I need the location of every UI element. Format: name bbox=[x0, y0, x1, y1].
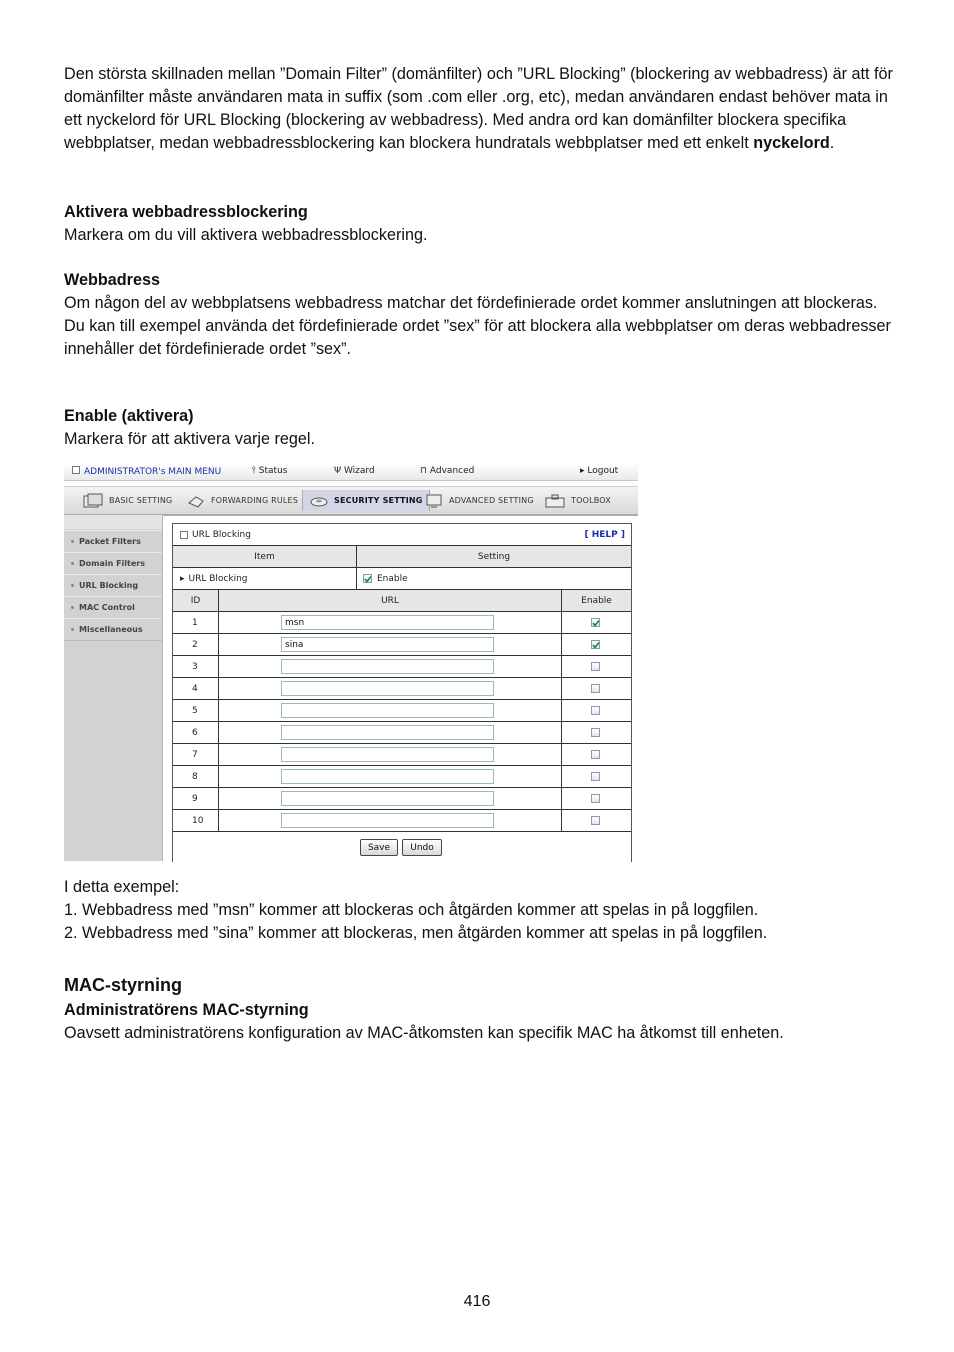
advanced-link[interactable] bbox=[420, 466, 474, 476]
intro-end: . bbox=[829, 134, 835, 152]
mac-subheading: Administratörens MAC-styrning bbox=[64, 1001, 309, 1019]
table-row bbox=[173, 612, 631, 634]
section-line: Markera om du vill aktivera webbadressblockering. bbox=[64, 226, 428, 244]
page-number: 416 bbox=[463, 1293, 491, 1310]
rule-id: 2 bbox=[192, 639, 198, 650]
table-row bbox=[173, 788, 631, 810]
table-row bbox=[173, 766, 631, 788]
sidebar-item-label: Miscellaneous bbox=[79, 625, 143, 634]
col-id: ID bbox=[190, 595, 201, 606]
url-blocking-panel bbox=[172, 523, 632, 862]
tab-forwarding-rules[interactable] bbox=[186, 490, 298, 511]
enable-setting bbox=[363, 568, 408, 589]
url-input[interactable] bbox=[281, 703, 494, 718]
rule-id: 10 bbox=[192, 815, 204, 826]
url-input[interactable] bbox=[281, 769, 494, 784]
enable-row bbox=[173, 568, 631, 590]
example-item: 1. Webbadress med ”msn” kommer att blockeras och åtgärden kommer att spelas in på loggfilen. bbox=[64, 901, 759, 919]
enable-label: Enable bbox=[377, 573, 408, 584]
advanced-label: Advanced bbox=[429, 466, 475, 476]
rule-enable-checkbox[interactable] bbox=[591, 816, 600, 825]
wizard-icon: Ψ bbox=[334, 466, 344, 476]
tab-toolbox[interactable] bbox=[544, 490, 611, 511]
mac-text: Oavsett administratörens konfiguration av MAC-åtkomsten kan specifik MAC ha åtkomst till enheten. bbox=[64, 1024, 784, 1042]
logout-label: Logout bbox=[587, 466, 619, 476]
rules-header bbox=[173, 590, 631, 612]
col-enable: Enable bbox=[581, 595, 612, 606]
main-tabs bbox=[64, 486, 638, 516]
folders-icon bbox=[82, 493, 104, 509]
sidebar bbox=[64, 515, 163, 861]
bullet-icon bbox=[71, 628, 74, 631]
hand-pointer-icon bbox=[186, 493, 206, 509]
rule-id: 1 bbox=[192, 617, 198, 628]
save-button[interactable]: Save bbox=[360, 839, 398, 856]
rule-id: 9 bbox=[192, 793, 198, 804]
section-heading: Webbadress bbox=[64, 271, 160, 289]
section-line: Om någon del av webbplatsens webbadress matchar det fördefinierade ordet kommer anslutningen att blockeras. bbox=[64, 294, 878, 312]
tab-basic-setting[interactable] bbox=[82, 490, 172, 511]
rule-enable-checkbox[interactable] bbox=[591, 750, 600, 759]
bullet-icon bbox=[71, 584, 74, 587]
admin-main-menu-link[interactable] bbox=[72, 466, 221, 477]
rule-id: 4 bbox=[192, 683, 198, 694]
table-row bbox=[173, 700, 631, 722]
tab-label: BASIC SETTING bbox=[109, 496, 173, 505]
table-row bbox=[173, 810, 631, 832]
mac-heading: MAC-styrning bbox=[64, 975, 182, 995]
rule-enable-checkbox[interactable] bbox=[591, 728, 600, 737]
section-enable bbox=[64, 405, 894, 451]
col-url: URL bbox=[381, 595, 399, 606]
url-input[interactable] bbox=[281, 615, 494, 630]
admin-main-menu-label: ADMINISTRATOR's MAIN MENU bbox=[84, 467, 222, 477]
toolbox-icon bbox=[544, 493, 566, 509]
panel-title bbox=[180, 524, 251, 545]
wizard-link[interactable] bbox=[334, 466, 375, 476]
tab-label: ADVANCED SETTING bbox=[449, 496, 534, 505]
sidebar-item-label: MAC Control bbox=[79, 603, 135, 612]
enable-url-blocking-checkbox[interactable] bbox=[363, 574, 372, 583]
table-row bbox=[173, 744, 631, 766]
url-input[interactable] bbox=[281, 659, 494, 674]
wizard-label: Wizard bbox=[343, 466, 375, 476]
undo-button[interactable]: Undo bbox=[402, 839, 442, 856]
intro-text: Den största skillnaden mellan ”Domain Filter” (domänfilter) och ”URL Blocking” (blockering av webbadress) är att för domänfilter måste användaren mata in suffix (som .com eller .org, etc), medan användaren endast behöver mata in ett nyckelord för URL Blocking (blockering av webbadress). Med andra ord kan domänfilter blockera specifika webbplatser, medan webbadressblockering kan blockera hundratals webbplatser med ett enkelt bbox=[64, 65, 893, 152]
rule-enable-checkbox[interactable] bbox=[591, 794, 600, 803]
tab-label: TOOLBOX bbox=[571, 496, 611, 505]
section-line: Markera för att aktivera varje regel. bbox=[64, 430, 316, 448]
rule-enable-checkbox[interactable] bbox=[591, 640, 600, 649]
section-heading: Enable (aktivera) bbox=[64, 407, 194, 425]
panel-title-label: URL Blocking bbox=[192, 529, 251, 540]
checkmark-icon bbox=[592, 619, 599, 627]
section-enable-url-blocking bbox=[64, 201, 894, 247]
rule-enable-checkbox[interactable] bbox=[591, 662, 600, 671]
panel-square-icon bbox=[180, 531, 188, 539]
sidebar-item-domain-filters[interactable] bbox=[64, 552, 162, 575]
item-setting-header bbox=[173, 546, 631, 568]
section-heading: Aktivera webbadressblockering bbox=[64, 203, 308, 221]
rule-enable-checkbox[interactable] bbox=[591, 706, 600, 715]
rule-enable-checkbox[interactable] bbox=[591, 618, 600, 627]
sidebar-item-mac-control[interactable] bbox=[64, 596, 162, 619]
url-input[interactable] bbox=[281, 747, 494, 762]
monitor-icon bbox=[424, 493, 444, 509]
tab-label: SECURITY SETTING bbox=[334, 496, 423, 505]
sidebar-item-packet-filters[interactable] bbox=[64, 530, 162, 553]
arrow-right-icon: ▸ bbox=[180, 573, 185, 584]
rule-id: 5 bbox=[192, 705, 198, 716]
rule-enable-checkbox[interactable] bbox=[591, 772, 600, 781]
mac-section bbox=[64, 973, 894, 1045]
status-label: Status bbox=[258, 466, 288, 476]
col-setting: Setting bbox=[477, 551, 511, 562]
rule-id: 7 bbox=[192, 749, 198, 760]
url-input[interactable] bbox=[281, 681, 494, 696]
panel-title-row bbox=[173, 524, 631, 546]
table-row bbox=[173, 722, 631, 744]
help-link[interactable]: [ HELP ] bbox=[584, 529, 625, 540]
arrow-right-icon: ▸ bbox=[580, 466, 588, 476]
tab-advanced-setting[interactable] bbox=[424, 490, 534, 511]
rule-enable-checkbox[interactable] bbox=[591, 684, 600, 693]
enable-row-item bbox=[180, 568, 248, 589]
checkmark-icon bbox=[364, 575, 371, 583]
status-icon: ⫯ bbox=[252, 466, 259, 476]
table-row bbox=[173, 656, 631, 678]
tab-label: FORWARDING RULES bbox=[211, 496, 299, 505]
url-input[interactable] bbox=[281, 637, 494, 652]
status-link[interactable] bbox=[252, 466, 287, 476]
intro-bold-keyword: nyckelord bbox=[753, 134, 830, 152]
buttons-row bbox=[173, 832, 631, 862]
sidebar-item-label: Packet Filters bbox=[79, 537, 141, 546]
sidebar-item-url-blocking[interactable] bbox=[64, 574, 162, 597]
bullet-icon bbox=[71, 540, 74, 543]
section-url bbox=[64, 269, 894, 361]
sidebar-item-miscellaneous[interactable] bbox=[64, 618, 162, 641]
disk-icon bbox=[309, 493, 329, 509]
sidebar-item-label: Domain Filters bbox=[79, 559, 145, 568]
url-input[interactable] bbox=[281, 791, 494, 806]
bullet-icon bbox=[71, 606, 74, 609]
url-input[interactable] bbox=[281, 813, 494, 828]
tab-security-setting[interactable] bbox=[302, 490, 430, 511]
col-item: Item bbox=[254, 551, 275, 562]
url-input[interactable] bbox=[281, 725, 494, 740]
bullet-icon bbox=[71, 562, 74, 565]
logout-link[interactable] bbox=[580, 466, 618, 476]
checkmark-icon bbox=[592, 641, 599, 649]
rule-id: 8 bbox=[192, 771, 198, 782]
menu-square-icon bbox=[72, 466, 80, 474]
section-line: Du kan till exempel använda det fördefinierade ordet ”sex” för att blockera alla webbplatser om deras webbadresser innehåller det fördefinierade ordet ”sex”. bbox=[64, 317, 891, 358]
example-intro: I detta exempel: bbox=[64, 878, 180, 896]
advanced-icon: ⊓ bbox=[420, 466, 430, 476]
table-row bbox=[173, 634, 631, 656]
sidebar-item-label: URL Blocking bbox=[79, 581, 139, 590]
example-item: 2. Webbadress med ”sina” kommer att blockeras, men åtgärden kommer att spelas in på loggfilen. bbox=[64, 924, 768, 942]
top-menu-bar bbox=[64, 463, 638, 481]
rule-id: 6 bbox=[192, 727, 198, 738]
example-section bbox=[64, 876, 894, 945]
enable-row-label: URL Blocking bbox=[188, 573, 248, 584]
rule-id: 3 bbox=[192, 661, 198, 672]
table-row bbox=[173, 678, 631, 700]
intro-paragraph bbox=[64, 63, 894, 155]
router-screenshot bbox=[64, 463, 638, 861]
